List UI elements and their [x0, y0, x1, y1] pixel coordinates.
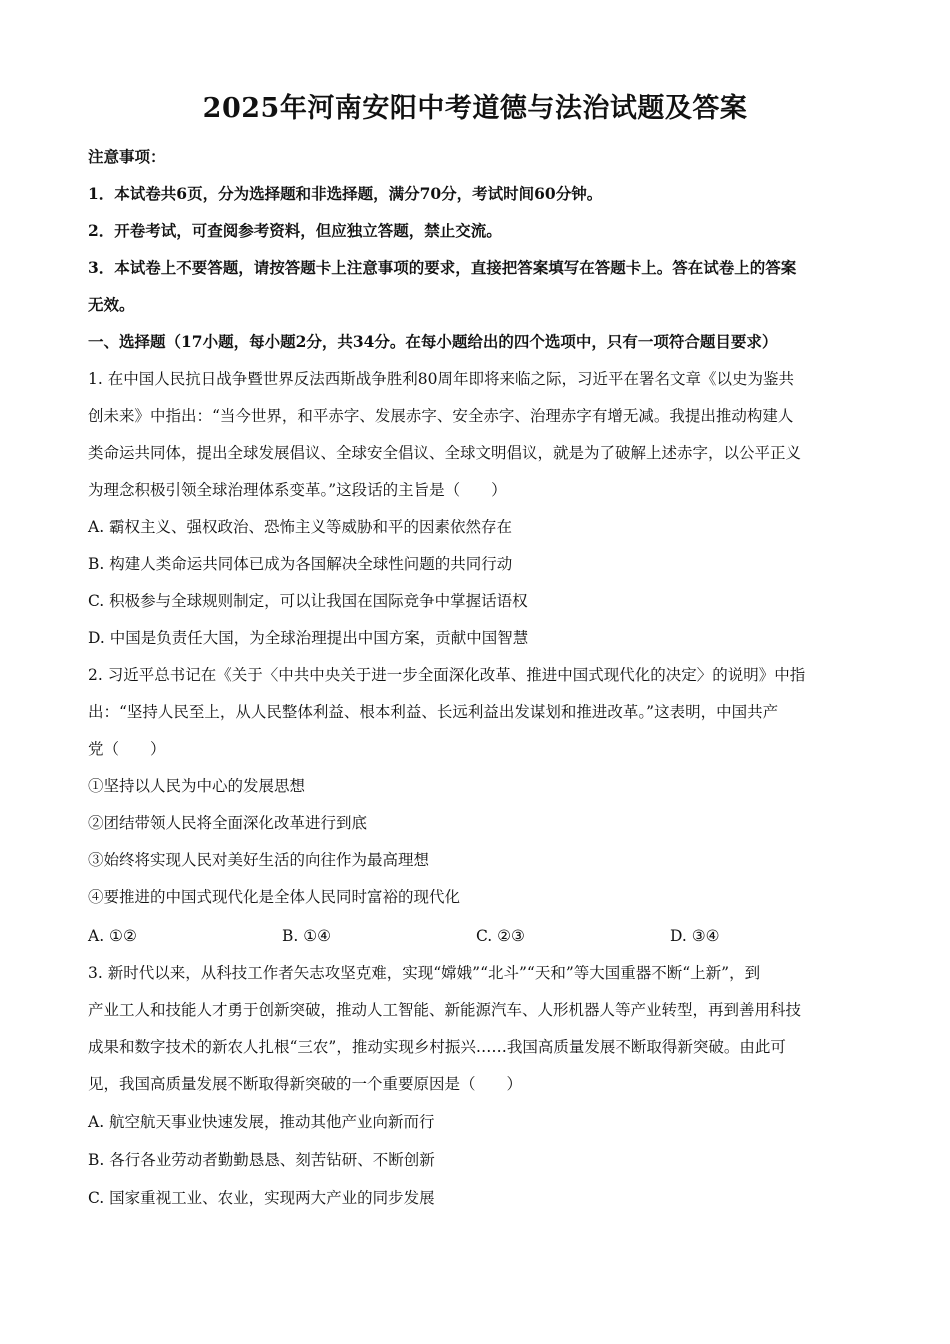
q2-statement-2: ②团结带领人民将全面深化改革进行到底 [88, 814, 368, 832]
notice-heading: 注意事项： [88, 147, 166, 166]
section-heading: 一、选择题（17小题，每小题2分，共34分。在每小题给出的四个选项中，只有一项符合题目要求） [88, 332, 778, 351]
q3-line-4: 见，我国高质量发展不断取得新突破的一个重要原因是（ ） [88, 1075, 523, 1093]
q2-statement-4: ④要推进的中国式现代化是全体人民同时富裕的现代化 [88, 888, 461, 906]
q2-option-d: D. ③④ [670, 927, 720, 945]
q1-line-2: 创未来》中指出：“当今世界，和平赤字、发展赤字、安全赤字、治理赤字有增无减。我提出推动构建人 [88, 407, 794, 425]
notice-item-3-cont: 无效。 [88, 295, 135, 314]
q2-option-c: C. ②③ [476, 927, 525, 945]
q3-line-1: 3. 新时代以来，从科技工作者矢志攻坚克难，实现“嫦娥”“北斗”“天和”等大国重器不断“上新”，到 [88, 964, 761, 982]
q1-option-b: B. 构建人类命运共同体已成为各国解决全球性问题的共同行动 [88, 555, 513, 573]
q1-line-1: 1. 在中国人民抗日战争暨世界反法西斯战争胜利80周年即将来临之际，习近平在署名文章《以史为鉴共 [88, 370, 794, 388]
document-title: 2025年河南安阳中考道德与法治试题及答案 [202, 93, 748, 124]
q3-line-3: 成果和数字技术的新农人扎根“三农”，推动实现乡村振兴……我国高质量发展不断取得新突破。由此可 [88, 1038, 786, 1056]
q1-option-d: D. 中国是负责任大国，为全球治理提出中国方案，贡献中国智慧 [88, 629, 529, 647]
q2-line-3: 党（ ） [88, 740, 166, 758]
q3-option-a: A. 航空航天事业快速发展，推动其他产业向新而行 [88, 1113, 435, 1131]
notice-item-3: 3．本试卷上不要答题，请按答题卡上注意事项的要求，直接把答案填写在答题卡上。答在试卷上的答案 [88, 258, 797, 277]
q2-statement-3: ③始终将实现人民对美好生活的向往作为最高理想 [88, 851, 430, 869]
q1-option-c: C. 积极参与全球规则制定，可以让我国在国际竞争中掌握话语权 [88, 592, 528, 610]
q2-line-1: 2. 习近平总书记在《关于〈中共中央关于进一步全面深化改革、推进中国式现代化的决定〉的说明》中指 [88, 666, 806, 684]
q1-line-4: 为理念积极引领全球治理体系变革。”这段话的主旨是（ ） [88, 481, 507, 499]
notice-item-1: 1．本试卷共6页，分为选择题和非选择题，满分70分，考试时间60分钟。 [88, 184, 603, 203]
q2-option-a: A. ①② [88, 927, 137, 945]
q2-line-2: 出：“坚持人民至上，从人民整体利益、根本利益、长远利益出发谋划和推进改革。”这表明，中国共产 [88, 703, 779, 721]
q1-option-a: A. 霸权主义、强权政治、恐怖主义等威胁和平的因素依然存在 [88, 518, 513, 536]
q3-option-c: C. 国家重视工业、农业，实现两大产业的同步发展 [88, 1189, 435, 1207]
q2-statement-1: ①坚持以人民为中心的发展思想 [88, 777, 306, 795]
q3-option-b: B. 各行各业劳动者勤勤恳恳、刻苦钻研、不断创新 [88, 1151, 435, 1169]
notice-item-2: 2．开卷考试，可查阅参考资料，但应独立答题，禁止交流。 [88, 221, 502, 240]
q2-option-b: B. ①④ [282, 927, 332, 945]
q3-line-2: 产业工人和技能人才勇于创新突破，推动人工智能、新能源汽车、人形机器人等产业转型，再到善用科技 [88, 1001, 802, 1019]
q1-line-3: 类命运共同体，提出全球发展倡议、全球安全倡议、全球文明倡议，就是为了破解上述赤字，以公平正义 [88, 444, 802, 462]
